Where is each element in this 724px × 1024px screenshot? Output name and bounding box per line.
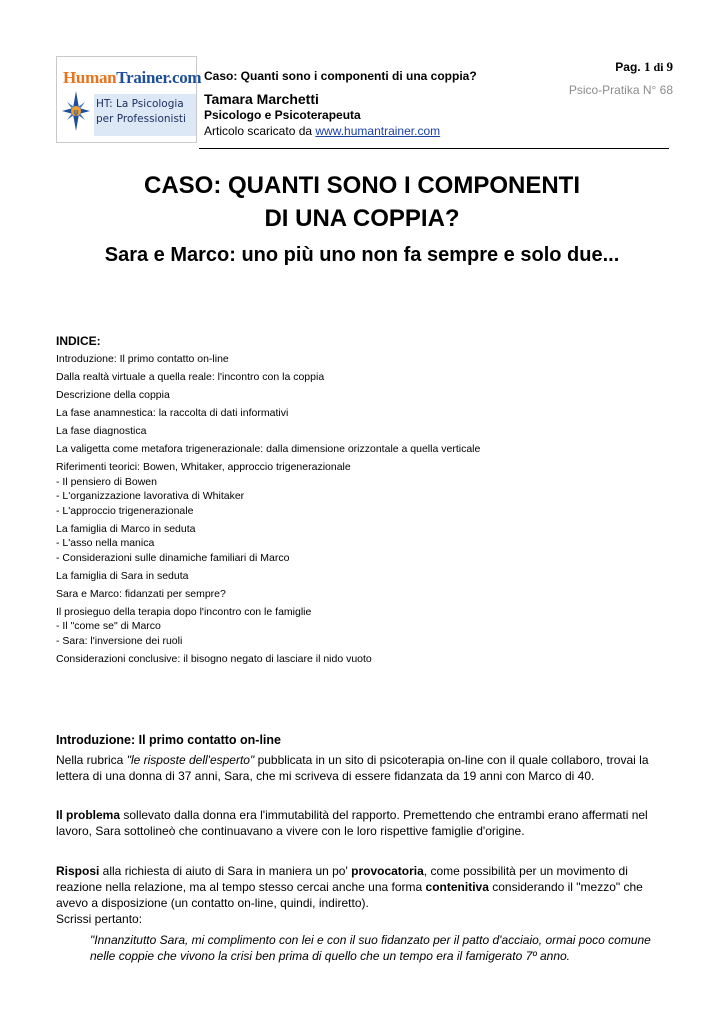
logo-brand: HumanTrainer.com: [63, 68, 202, 87]
toc-item: Dalla realtà virtuale a quella reale: l'incontro con la coppia: [56, 371, 325, 383]
page-indicator: Pag. 1 di 9: [615, 59, 673, 74]
toc-item: La fase anamnestica: la raccolta di dati informativi: [56, 407, 289, 419]
toc-item: Introduzione: Il primo contatto on-line: [56, 353, 229, 365]
toc-item: Sara e Marco: fidanzati per sempre?: [56, 587, 226, 600]
header-divider: [199, 148, 669, 149]
toc-subitem: - L'organizzazione lavorativa di Whitaker: [56, 490, 245, 502]
toc-entry: [56, 652, 480, 667]
toc-item: La valigetta come metafora trigenerazionale: dalla dimensione orizzontale a quella verticale: [56, 443, 481, 455]
header-author: Tamara Marchetti: [204, 91, 319, 107]
paragraph-intro: Nella rubrica "le risposte dell'esperto" pubblicata in un sito di psicoterapia on-line con il quale collaboro, trovai la lettera di una donna di 37 anni, Sara, che mi scriveva di essere fidanzata da 19 anni con Marco di 40.: [56, 753, 649, 783]
toc-subitem: - Il "come se" di Marco: [56, 620, 161, 632]
paragraph-problem: Il problema sollevato dalla donna era l'immutabilità del rapporto. Premettendo che entrambi erano affermati nel lavoro, Sara sottolineò che continuavano a vivere con le loro rispettive famiglie d'origine.: [56, 808, 648, 838]
table-of-contents: [56, 352, 480, 670]
toc-item: Il prosieguo della terapia dopo l'incontro con le famiglie: [56, 605, 312, 618]
toc-entry: [56, 406, 480, 421]
document-title-line2: DI UNA COPPIA?: [264, 205, 460, 232]
document-subtitle: Sara e Marco: uno più uno non fa sempre e solo due...: [104, 244, 620, 266]
toc-subitem: - L'asso nella manica: [56, 537, 155, 549]
header-download-line: Articolo scaricato da www.humantrainer.com: [204, 124, 441, 138]
toc-entry: [56, 605, 480, 649]
index-heading: INDICE:: [56, 334, 101, 348]
logo-tagline: HT: La Psicologia per Professionisti: [94, 94, 196, 136]
toc-entry: [56, 424, 480, 439]
toc-entry: [56, 522, 480, 566]
toc-entry: [56, 442, 480, 457]
toc-entry: [56, 460, 480, 518]
toc-item: La fase diagnostica: [56, 425, 147, 437]
toc-item: Considerazioni conclusive: il bisogno negato di lasciare il nido vuoto: [56, 652, 372, 665]
toc-entry: [56, 569, 480, 584]
compass-star-icon: [60, 89, 92, 133]
toc-item: La famiglia di Marco in seduta: [56, 522, 196, 535]
toc-item: Riferimenti teorici: Bowen, Whitaker, approccio trigenerazionale: [56, 461, 351, 473]
humantrainer-link[interactable]: www.humantrainer.com: [315, 124, 441, 138]
svg-text:ψ: ψ: [73, 107, 79, 117]
toc-entry: [56, 587, 480, 602]
section-title: Introduzione: Il primo contatto on-line: [56, 733, 281, 747]
toc-item: Descrizione della coppia: [56, 389, 170, 401]
document-title-line1: CASO: QUANTI SONO I COMPONENTI: [143, 172, 580, 199]
toc-subitem: - Il pensiero di Bowen: [56, 475, 157, 488]
humantrainer-logo: [56, 56, 202, 143]
header-author-role: Psicologo e Psicoterapeuta: [204, 108, 361, 122]
toc-subitem: - Sara: l'inversione dei ruoli: [56, 634, 183, 647]
toc-entry: [56, 388, 480, 403]
toc-subitem: - L'approccio trigenerazionale: [56, 504, 194, 517]
toc-item: La famiglia di Sara in seduta: [56, 569, 189, 582]
series-number: Psico-Pratika N° 68: [568, 83, 673, 97]
header-case-title: Caso: Quanti sono i componenti di una coppia?: [204, 69, 477, 83]
toc-entry: [56, 370, 480, 385]
paragraph-response: Risposi alla richiesta di aiuto di Sara in maniera un po' provocatoria, come possibilità per un movimento di reazione nella relazione, ma al tempo stesso cercai anche una forma contenitiva considerando il "mezzo" che avevo a disposizione (un contatto on-line, quindi, indiretto). Scrissi pertanto:: [56, 864, 643, 926]
toc-entry: [56, 352, 480, 367]
toc-subitem: - Considerazioni sulle dinamiche familiari di Marco: [56, 551, 290, 564]
quoted-reply: "Innanzitutto Sara, mi complimento con lei e con il suo fidanzato per il patto d'acciaio, ormai poco comune nelle coppie che vivono la crisi ben prima di quello che un tempo era il famigerato 7º anno.: [90, 933, 651, 963]
